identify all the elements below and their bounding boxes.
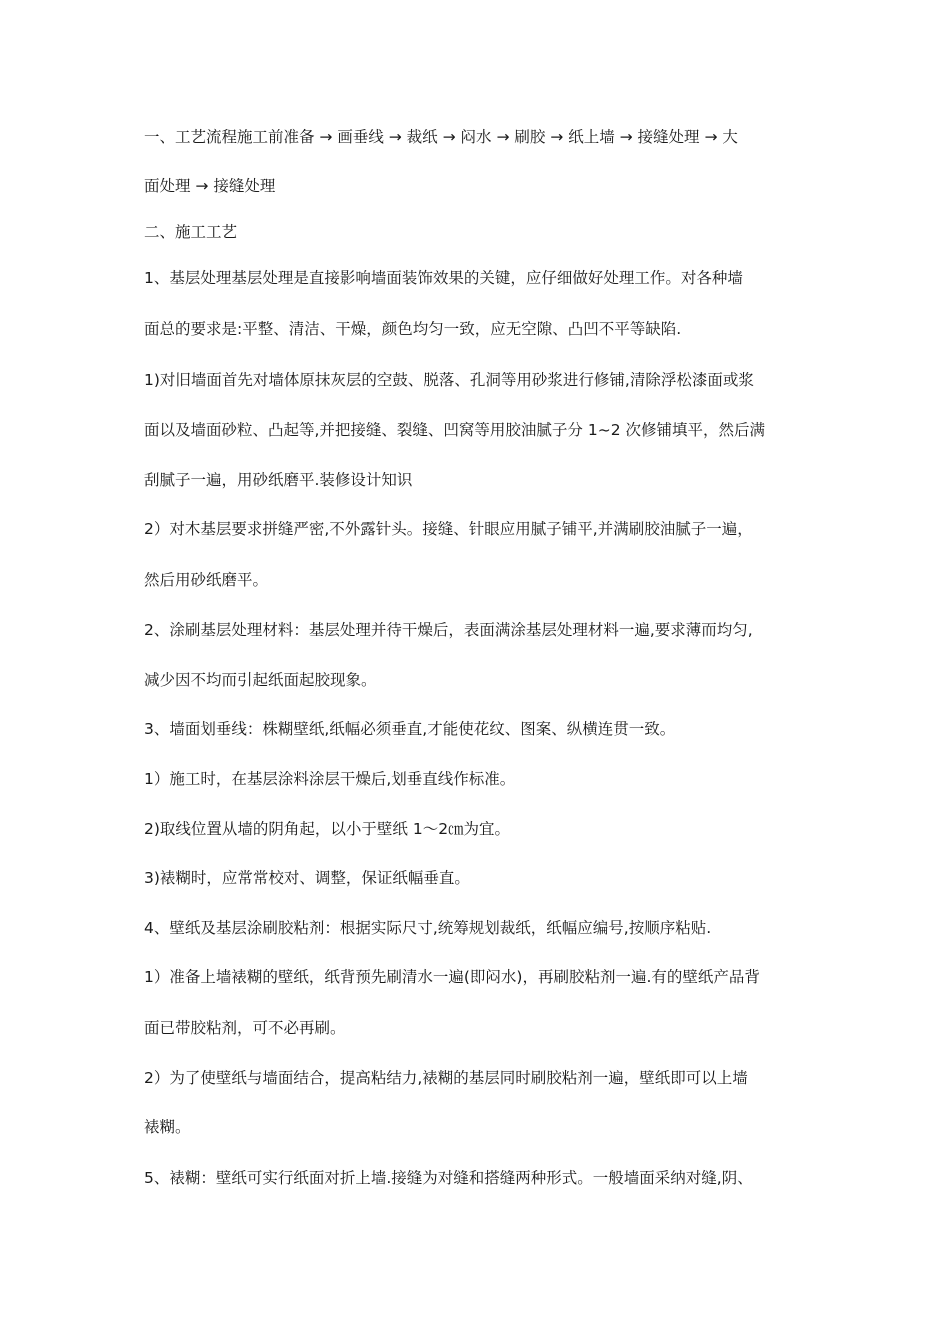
paragraph-line: 刮腻子一遍，用砂纸磨平.装修设计知识 [144,471,413,489]
paragraph-line: 1）施工时，在基层涂料涂层干燥后,划垂直线作标准。 [144,770,516,788]
paragraph-line: 一、工艺流程施工前准备 → 画垂线 → 裁纸 → 闷水 → 刷胶 → 纸上墙 → 接缝处理 → 大 [144,128,738,146]
paragraph-line: 面处理 → 接缝处理 [144,177,276,195]
paragraph-line: 裱糊。 [144,1118,191,1136]
paragraph-line: 3)裱糊时，应常常校对、调整，保证纸幅垂直。 [144,869,470,887]
paragraph-line: 1）准备上墙裱糊的壁纸，纸背预先刷清水一遍(即闷水)，再刷胶粘剂一遍.有的壁纸产品背 [144,968,760,986]
paragraph-line: 2）为了使壁纸与墙面结合，提高粘结力,裱糊的基层同时刷胶粘剂一遍，壁纸即可以上墙 [144,1069,748,1087]
paragraph-line: 5、裱糊：壁纸可实行纸面对折上墙.接缝为对缝和搭缝两种形式。一般墙面采纳对缝,阴、 [144,1169,753,1187]
paragraph-line: 面总的要求是:平整、清洁、干燥，颜色均匀一致，应无空隙、凸凹不平等缺陷. [144,320,682,338]
paragraph-line: 减少因不均而引起纸面起胶现象。 [144,671,377,689]
paragraph-line: 3、墙面划垂线：株糊壁纸,纸幅必须垂直,才能使花纹、图案、纵横连贯一致。 [144,720,676,738]
paragraph-line: 面以及墙面砂粒、凸起等,并把接缝、裂缝、凹窝等用胶油腻子分 1~2 次修铺填平，然后满 [144,421,765,439]
paragraph-line: 面已带胶粘剂，可不必再刷。 [144,1019,346,1037]
paragraph-line: 然后用砂纸磨平。 [144,571,269,589]
paragraph-line: 2、涂刷基层处理材料：基层处理并待干燥后，表面满涂基层处理材料一遍,要求薄而均匀, [144,621,753,639]
paragraph-line: 1、基层处理基层处理是直接影响墙面装饰效果的关键，应仔细做好处理工作。对各种墙 [144,269,743,287]
section-heading: 二、施工工艺 [144,223,238,241]
paragraph-line: 2)取线位置从墙的阴角起，以小于壁纸 1～2㎝为宜。 [144,820,511,838]
paragraph-line: 4、壁纸及基层涂刷胶粘剂：根据实际尺寸,统筹规划裁纸，纸幅应编号,按顺序粘贴. [144,919,712,937]
paragraph-line: 2）对木基层要求拼缝严密,不外露针头。接缝、针眼应用腻子铺平,并满刷胶油腻子一遍， [144,520,753,538]
paragraph-line: 1)对旧墙面首先对墙体原抹灰层的空鼓、脱落、孔洞等用砂浆进行修铺,清除浮松漆面或浆 [144,371,754,389]
